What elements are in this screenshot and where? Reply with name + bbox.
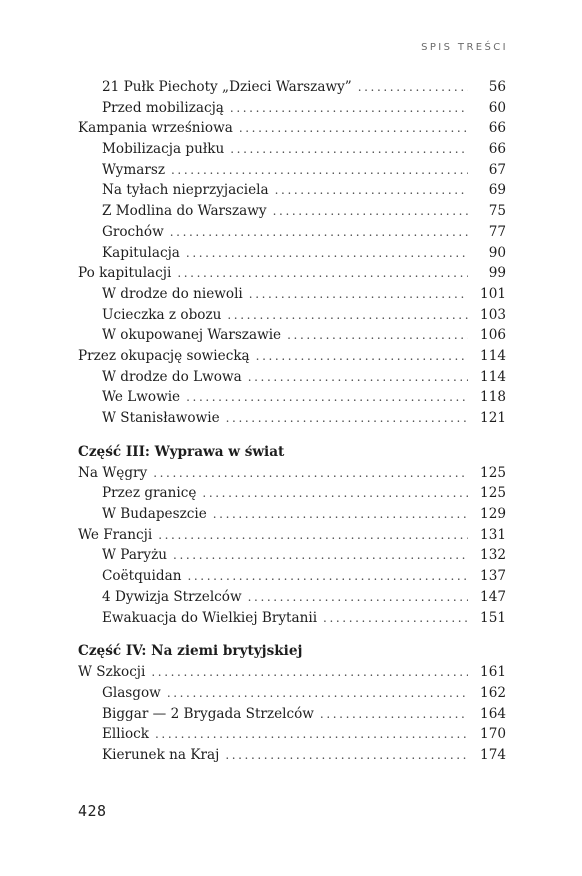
toc-entry-sub (78, 243, 506, 264)
toc-entry-page: 121 (480, 410, 506, 426)
toc-entry-title: Biggar — 2 Brygada Strzelców (102, 705, 314, 722)
toc-entry-sub (78, 745, 506, 766)
toc-entry-title: W drodze do niewoli (102, 285, 243, 302)
page-number: 428 (78, 802, 107, 820)
toc-entry-sub (78, 704, 506, 725)
toc-entry-sub (78, 305, 506, 326)
toc-entry-sub (78, 222, 506, 243)
toc-entry (78, 525, 506, 546)
dot-leader (230, 139, 468, 160)
toc-entry-title: Kapitulacja (102, 244, 180, 261)
toc-entry (78, 662, 506, 683)
dot-leader (358, 77, 468, 98)
toc-entry-sub (78, 77, 506, 98)
dot-leader (249, 284, 468, 305)
toc-group-part4 (78, 662, 506, 765)
toc-entry-sub (78, 608, 506, 629)
toc-entry-title: Na Węgry (78, 464, 148, 481)
toc-entry-sub (78, 139, 506, 160)
toc-entry-title: Wymarsz (102, 161, 165, 178)
toc-entry (78, 346, 506, 367)
toc-entry-page: 103 (480, 306, 506, 323)
toc-entry-title: Przed mobilizacją (102, 99, 224, 116)
toc-entry-sub (78, 387, 506, 408)
toc-entry-page: 106 (480, 327, 506, 344)
toc-entry-title: W Budapeszcie (102, 506, 207, 523)
toc-entry-sub (78, 724, 506, 745)
toc-entry-title: We Francji (78, 526, 153, 543)
dot-leader (171, 160, 468, 181)
toc-entry-sub (78, 180, 506, 201)
dot-leader (320, 704, 468, 725)
toc-entry-page: 66 (488, 141, 506, 158)
toc-entry-page: 137 (480, 568, 506, 585)
dot-leader (151, 662, 468, 683)
toc-entry-sub (78, 325, 506, 346)
toc-entry-sub (78, 160, 506, 181)
toc-entry-page: 75 (488, 203, 506, 220)
toc-entry-title: Kierunek na Kraj (102, 746, 220, 763)
toc-entry-page: 66 (488, 120, 506, 137)
toc-entry-title: Coëtquidan (102, 568, 182, 585)
toc-entry-title: We Lwowie (102, 389, 181, 406)
dot-leader (170, 222, 468, 243)
toc-entry-page: 118 (480, 389, 506, 406)
toc-entry-sub (78, 367, 506, 388)
dot-leader (167, 683, 468, 704)
dot-leader (173, 545, 468, 566)
toc-entry (78, 263, 506, 284)
toc-entry-title: Ewakuacja do Wielkiej Brytanii (102, 609, 318, 626)
toc-entry-page: 131 (480, 526, 506, 543)
toc-entry-title: Ucieczka z obozu (102, 306, 222, 323)
toc-entry-page: 125 (480, 464, 506, 481)
toc-entry-page: 164 (480, 705, 506, 722)
toc-group-part2 (78, 77, 506, 429)
toc-entry-page: 129 (480, 506, 506, 523)
toc-entry-title: Kampania wrześniowa (78, 120, 233, 137)
dot-leader (273, 201, 468, 222)
dot-leader (213, 504, 468, 525)
toc-entry-sub (78, 683, 506, 704)
toc-entry-title: Mobilizacja pułku (102, 141, 225, 158)
toc-entry-sub (78, 566, 506, 587)
toc-entry-page: 67 (488, 161, 506, 178)
toc-entry-sub (78, 408, 506, 429)
section-gap (78, 429, 506, 442)
toc-entry-title: Grochów (102, 223, 164, 240)
toc-entry-sub (78, 98, 506, 119)
toc-entry-title: W Paryżu (102, 547, 168, 564)
toc-entry-page: 90 (488, 244, 506, 261)
toc-entry-page: 77 (488, 223, 506, 240)
toc-group-part3 (78, 463, 506, 629)
toc-entry-title: Przez granicę (102, 485, 197, 502)
dot-leader (287, 325, 468, 346)
toc-entry (78, 118, 506, 139)
dot-leader (153, 463, 468, 484)
toc-entry-title: Glasgow (102, 684, 161, 701)
table-of-contents (78, 77, 506, 766)
toc-entry-sub (78, 545, 506, 566)
toc-entry-page: 147 (480, 588, 506, 605)
toc-entry-page: 101 (480, 285, 506, 302)
toc-entry-title: 21 Pułk Piechoty „Dzieci Warszawy” (102, 79, 352, 95)
dot-leader (155, 724, 468, 745)
dot-leader (239, 118, 468, 139)
dot-leader (226, 408, 468, 429)
toc-entry-page: 114 (480, 347, 506, 364)
toc-entry-page: 170 (480, 726, 506, 743)
toc-entry-title: Przez okupację sowiecką (78, 347, 250, 364)
toc-entry-sub (78, 284, 506, 305)
dot-leader (177, 263, 468, 284)
toc-entry-title: 4 Dywizja Strzelców (102, 588, 242, 605)
toc-entry-sub (78, 504, 506, 525)
part-heading: Część III: Wyprawa w świat (78, 443, 285, 460)
toc-entry-sub (78, 201, 506, 222)
toc-entry-page: 125 (480, 485, 506, 502)
dot-leader (225, 745, 468, 766)
toc-entry-page: 114 (480, 368, 506, 385)
toc-entry-page: 99 (488, 265, 506, 282)
toc-entry-page: 151 (480, 609, 506, 626)
dot-leader (248, 367, 468, 388)
running-head: SPIS TREŚCI (421, 42, 508, 53)
toc-entry-title: W drodze do Lwowa (102, 368, 242, 385)
toc-entry-page: 132 (480, 547, 506, 564)
toc-entry (78, 463, 506, 484)
toc-entry-page: 69 (488, 182, 506, 199)
dot-leader (187, 566, 468, 587)
toc-entry-title: Na tyłach nieprzyjaciela (102, 182, 269, 199)
toc-entry-title: Po kapitulacji (78, 265, 172, 282)
dot-leader (323, 608, 468, 629)
dot-leader (275, 180, 468, 201)
toc-entry-page: 162 (480, 684, 506, 701)
dot-leader (230, 98, 468, 119)
toc-entry-sub (78, 483, 506, 504)
dot-leader (248, 587, 468, 608)
toc-entry-title: W Szkocji (78, 664, 146, 681)
dot-leader (186, 387, 468, 408)
toc-entry-page: 161 (480, 664, 506, 681)
section-gap (78, 628, 506, 641)
toc-entry-title: W Stanisławowie (102, 410, 220, 426)
toc-entry-title: Z Modlina do Warszawy (102, 203, 267, 220)
dot-leader (186, 243, 468, 264)
dot-leader (158, 525, 468, 546)
dot-leader (227, 305, 468, 326)
toc-entry-page: 60 (488, 99, 506, 116)
dot-leader (256, 346, 468, 367)
part-heading: Część IV: Na ziemi brytyjskiej (78, 643, 303, 660)
toc-entry-sub (78, 587, 506, 608)
toc-entry-title: Elliock (102, 726, 150, 743)
toc-entry-title: W okupowanej Warszawie (102, 327, 282, 344)
toc-entry-page: 174 (480, 746, 506, 763)
dot-leader (202, 483, 468, 504)
toc-entry-page: 56 (488, 79, 506, 95)
